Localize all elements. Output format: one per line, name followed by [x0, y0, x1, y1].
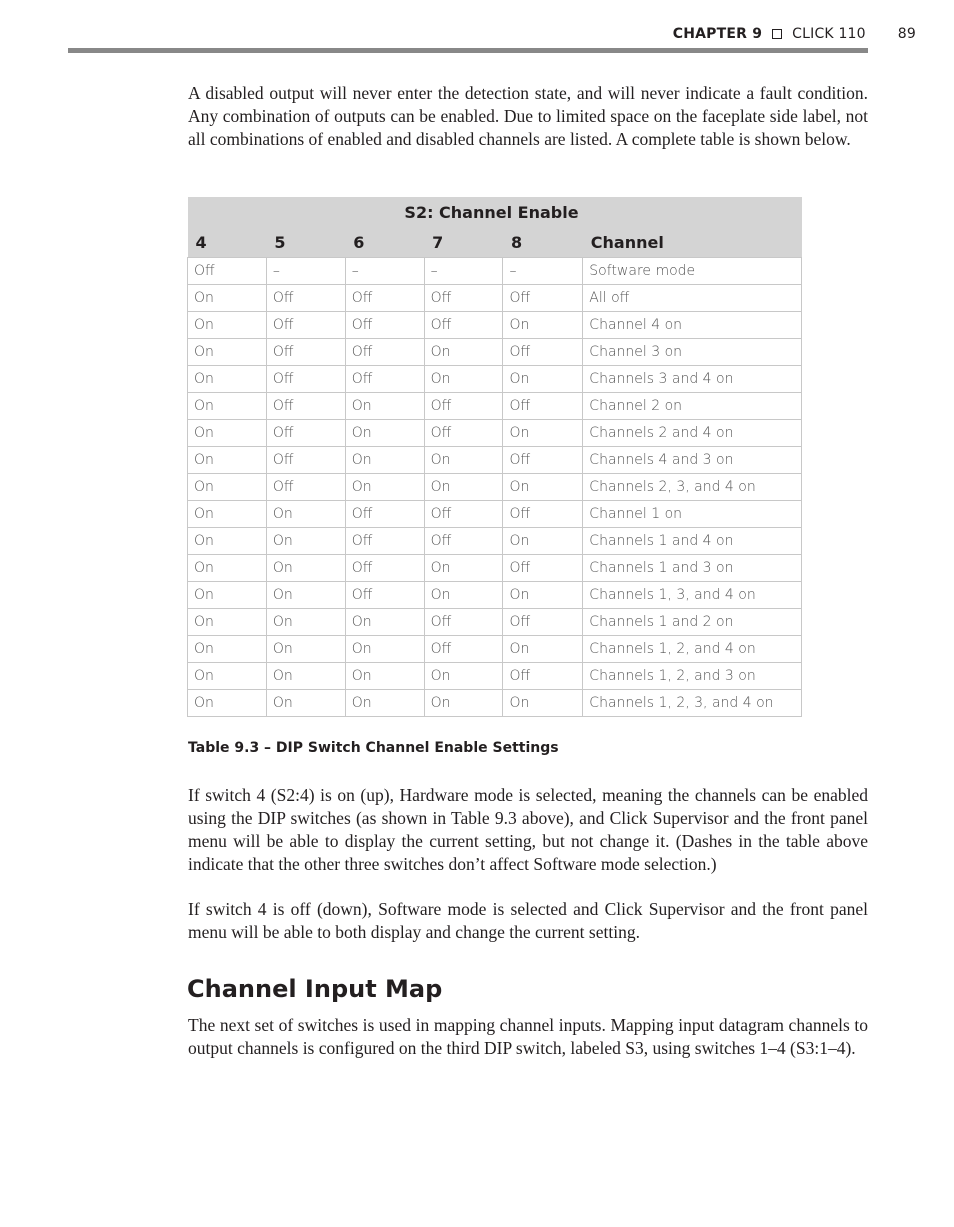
column-header: 8 [503, 228, 583, 258]
switch-cell: Off [503, 663, 583, 690]
switch-cell: On [503, 366, 583, 393]
switch-cell: On [345, 447, 424, 474]
channel-cell: Channels 1 and 4 on [583, 528, 802, 555]
switch-cell: Off [424, 312, 503, 339]
table-row [188, 339, 802, 366]
switch-cell: On [503, 528, 583, 555]
table-row [188, 528, 802, 555]
switch-cell: On [345, 420, 424, 447]
switch-cell: On [266, 501, 345, 528]
table-row [188, 582, 802, 609]
switch-cell: On [188, 528, 267, 555]
column-header: 6 [345, 228, 424, 258]
channel-cell: Channels 1 and 3 on [583, 555, 802, 582]
switch-cell: On [188, 690, 267, 717]
channel-cell: Channels 1, 2, and 4 on [583, 636, 802, 663]
page-header [673, 26, 916, 42]
table-row [188, 285, 802, 312]
switch-cell: Off [266, 285, 345, 312]
switch-cell: On [266, 690, 345, 717]
switch-cell: On [188, 663, 267, 690]
switch-cell: On [345, 663, 424, 690]
switch-cell: – [266, 258, 345, 285]
switch-cell: Off [424, 285, 503, 312]
channel-cell: Channel 4 on [583, 312, 802, 339]
switch-cell: On [266, 609, 345, 636]
switch-cell: On [424, 447, 503, 474]
switch-cell: Off [503, 609, 583, 636]
switch-cell: Off [503, 555, 583, 582]
table-row [188, 366, 802, 393]
table-row [188, 393, 802, 420]
switch-cell: Off [266, 366, 345, 393]
switch-cell: – [424, 258, 503, 285]
table-title: S2: Channel Enable [188, 197, 802, 228]
switch-cell: Off [188, 258, 267, 285]
hardware-mode-paragraph: If switch 4 (S2:4) is on (up), Hardware mode is selected, meaning the channels can be enabled using the DIP switches (as shown in Table 9.3 above), and Click Supervisor and the front panel menu will be able to display the current setting, but not change it. (Dashes in the table above indicate that the other three switches don’t affect Software mode selection.) [188, 785, 868, 874]
switch-cell: On [188, 393, 267, 420]
switch-cell: On [424, 339, 503, 366]
channel-cell: Channels 1, 3, and 4 on [583, 582, 802, 609]
switch-cell: Off [503, 501, 583, 528]
chapter-label: CHAPTER 9 [672, 26, 763, 42]
switch-cell: – [345, 258, 424, 285]
table-row [188, 636, 802, 663]
switch-cell: Off [266, 312, 345, 339]
switch-cell: Off [503, 447, 583, 474]
switch-cell: On [266, 528, 345, 555]
switch-cell: On [188, 447, 267, 474]
channel-cell: Channels 1, 2, 3, and 4 on [583, 690, 802, 717]
section-paragraph: The next set of switches is used in mapping channel inputs. Mapping input datagram channels to output channels is configured on the third DIP switch, labeled S3, using switches 1–4 (S3:1–4). [188, 1015, 868, 1058]
switch-cell: On [266, 636, 345, 663]
switch-cell: On [266, 555, 345, 582]
channel-cell: Channel 3 on [583, 339, 802, 366]
switch-cell: Off [345, 501, 424, 528]
switch-cell: On [266, 663, 345, 690]
column-header: 5 [266, 228, 345, 258]
software-mode-paragraph: If switch 4 is off (down), Software mode is selected and Click Supervisor and the front panel menu will be able to both display and change the current setting. [188, 899, 868, 942]
switch-cell: On [345, 609, 424, 636]
switch-cell: On [188, 582, 267, 609]
switch-cell: On [503, 690, 583, 717]
switch-cell: On [188, 339, 267, 366]
switch-cell: On [424, 582, 503, 609]
table-row [188, 501, 802, 528]
table-row [188, 312, 802, 339]
switch-cell: Off [266, 474, 345, 501]
channel-cell: Channels 1 and 2 on [583, 609, 802, 636]
switch-cell: On [345, 636, 424, 663]
switch-cell: Off [345, 528, 424, 555]
switch-cell: Off [266, 339, 345, 366]
channel-cell: Channels 2 and 4 on [583, 420, 802, 447]
switch-cell: On [424, 663, 503, 690]
switch-cell: On [188, 285, 267, 312]
switch-cell: On [424, 366, 503, 393]
switch-cell: Off [345, 582, 424, 609]
table-row [188, 609, 802, 636]
channel-cell: Channel 1 on [583, 501, 802, 528]
table-header-row [188, 228, 802, 258]
switch-cell: Off [345, 285, 424, 312]
section-heading: Channel Input Map [187, 975, 443, 1003]
switch-cell: On [345, 393, 424, 420]
column-header: 7 [424, 228, 503, 258]
switch-cell: Off [345, 366, 424, 393]
table-row [188, 258, 802, 285]
switch-cell: On [188, 501, 267, 528]
channel-cell: Software mode [583, 258, 802, 285]
switch-cell: On [345, 474, 424, 501]
channel-cell: Channels 3 and 4 on [583, 366, 802, 393]
switch-cell: Off [503, 393, 583, 420]
switch-cell: Off [424, 393, 503, 420]
switch-cell: On [188, 636, 267, 663]
table-row [188, 420, 802, 447]
switch-cell: Off [266, 447, 345, 474]
channel-cell: Channels 2, 3, and 4 on [583, 474, 802, 501]
table-row [188, 474, 802, 501]
channel-cell: Channels 1, 2, and 3 on [583, 663, 802, 690]
table-caption: Table 9.3 – DIP Switch Channel Enable Settings [188, 740, 559, 756]
channel-enable-table [187, 197, 802, 717]
switch-cell: On [188, 420, 267, 447]
column-header: 4 [188, 228, 267, 258]
channel-cell: All off [583, 285, 802, 312]
header-rule [68, 48, 868, 53]
switch-cell: Off [424, 609, 503, 636]
switch-cell: Off [424, 528, 503, 555]
switch-cell: On [424, 690, 503, 717]
switch-cell: Off [266, 393, 345, 420]
table-row [188, 663, 802, 690]
channel-cell: Channel 2 on [583, 393, 802, 420]
switch-cell: On [503, 582, 583, 609]
switch-cell: On [503, 474, 583, 501]
separator-square-icon [772, 29, 782, 39]
switch-cell: On [188, 474, 267, 501]
product-label: CLICK 110 [792, 26, 866, 42]
switch-cell: Off [266, 420, 345, 447]
intro-paragraph: A disabled output will never enter the detection state, and will never indicate a fault condition. Any combination of outputs can be enabled. Due to limited space on the faceplate side label, not all combinations of enabled and disabled channels are listed. A complete table is shown below. [188, 83, 868, 149]
channel-cell: Channels 4 and 3 on [583, 447, 802, 474]
switch-cell: Off [345, 555, 424, 582]
switch-cell: On [188, 555, 267, 582]
switch-cell: On [188, 609, 267, 636]
switch-cell: Off [503, 339, 583, 366]
switch-cell: On [424, 474, 503, 501]
switch-cell: Off [424, 501, 503, 528]
switch-cell: On [424, 555, 503, 582]
table-body [188, 258, 802, 717]
table-title-row [188, 197, 802, 228]
switch-cell: Off [424, 636, 503, 663]
table-row [188, 690, 802, 717]
switch-cell: Off [503, 285, 583, 312]
page-number: 89 [897, 26, 916, 42]
table-row [188, 447, 802, 474]
switch-cell: On [188, 312, 267, 339]
switch-cell: On [503, 420, 583, 447]
switch-cell: On [503, 312, 583, 339]
switch-cell: On [345, 690, 424, 717]
switch-cell: Off [345, 312, 424, 339]
switch-cell: On [188, 366, 267, 393]
switch-cell: On [503, 636, 583, 663]
switch-cell: Off [424, 420, 503, 447]
switch-cell: – [503, 258, 583, 285]
switch-cell: Off [345, 339, 424, 366]
switch-cell: On [266, 582, 345, 609]
table-row [188, 555, 802, 582]
column-header: Channel [583, 228, 802, 258]
